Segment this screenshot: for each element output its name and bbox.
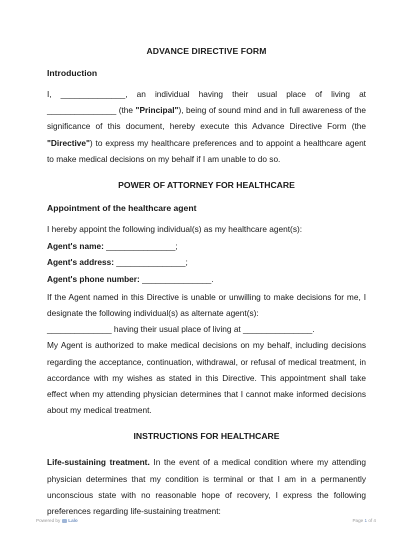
intro-text-part-1: I, ______________, an individual having their usual place of living at _______________ (the bbox=[47, 89, 366, 116]
document-title: ADVANCE DIRECTIVE FORM bbox=[146, 46, 267, 56]
page-label: Page bbox=[352, 518, 364, 523]
introduction-heading: Introduction bbox=[47, 68, 98, 78]
agent-name-blank: _______________; bbox=[103, 241, 178, 252]
page-current: 1 bbox=[364, 518, 368, 523]
intro-text-part-2: ), being of sound mind and in full awareness of the significance of this document, hereby execute this Advance Directive Form (the bbox=[47, 105, 366, 132]
principal-term: "Principal" bbox=[135, 105, 179, 116]
agent-phone-blank: _______________. bbox=[139, 273, 214, 284]
agent-address-label: Agent's address: bbox=[47, 257, 114, 268]
alternate-agent-blank-line: ______________ having their usual place of living at _______________. bbox=[47, 324, 315, 335]
agent-name-field bbox=[47, 238, 366, 254]
alternate-agent-paragraph: If the Agent named in this Directive is unable or unwilling to make decisions for me, I designate the following individual(s) as alternate agent(s): bbox=[47, 291, 366, 319]
agent-address-blank: _______________; bbox=[113, 257, 188, 268]
powered-by-footer bbox=[36, 518, 78, 523]
agent-address-field bbox=[47, 254, 366, 270]
poa-section-title: POWER OF ATTORNEY FOR HEALTHCARE bbox=[118, 180, 295, 191]
lalo-logo-icon bbox=[62, 519, 67, 523]
life-sustaining-paragraph bbox=[47, 454, 366, 519]
appointment-heading: Appointment of the healthcare agent bbox=[47, 203, 197, 214]
page-number-footer bbox=[352, 518, 376, 523]
introduction-paragraph bbox=[47, 86, 366, 167]
powered-by-text: Powered by bbox=[36, 518, 61, 523]
page-total: of 4 bbox=[368, 518, 376, 523]
agent-phone-field bbox=[47, 271, 366, 287]
directive-term: "Directive" bbox=[47, 137, 90, 148]
intro-text-part-3: ) to express my healthcare preferences and to appoint a healthcare agent to make medical decisions on my behalf if I am unable to do so. bbox=[47, 137, 366, 164]
life-sustaining-label: Life-sustaining treatment. bbox=[47, 457, 150, 468]
agent-phone-label: Agent's phone number: bbox=[47, 273, 140, 284]
authority-paragraph: My Agent is authorized to make medical decisions on my behalf, including decisions regarding the acceptance, continuation, withdrawal, or refusal of medical treatment, in accordance with my wishes as stated in this Directive. This appointment shall take effect when my attending physician determines that I cannot make informed decisions about my medical treatment. bbox=[47, 340, 366, 416]
brand-name: Lalo bbox=[68, 518, 78, 523]
agent-name-label: Agent's name: bbox=[47, 241, 104, 252]
appointment-paragraph: I hereby appoint the following individual(s) as my healthcare agent(s): bbox=[47, 224, 303, 235]
life-sustaining-text: In the event of a medical condition where my attending physician determines that my condition is terminal or that I am in a permanently unconscious state with no reasonable hope of recovery, I express the following preferences regarding life-sustaining treatment: bbox=[47, 457, 366, 517]
instructions-section-title: INSTRUCTIONS FOR HEALTHCARE bbox=[133, 431, 280, 442]
